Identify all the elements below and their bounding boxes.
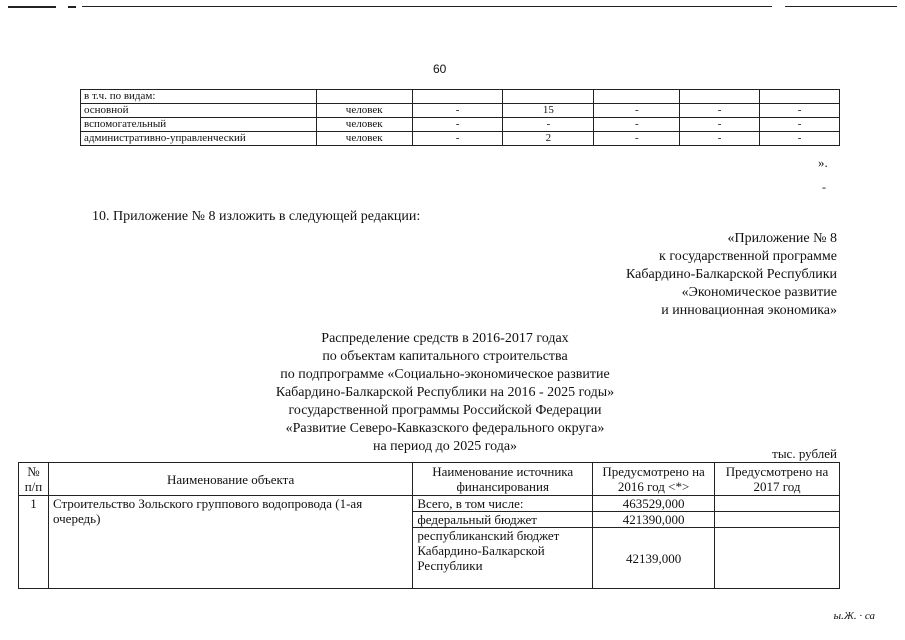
row-value: - [680,118,760,132]
header-2017: Предусмотрено на 2017 год [715,463,840,496]
row-value: - [760,118,840,132]
closing-quote: ». [818,155,828,170]
header-num: № п/п [19,463,49,496]
table-row [81,104,840,118]
row-value: - [680,132,760,146]
top-rule-main [82,6,772,7]
heading-line: «Развитие Северо-Кавказского федерального округа» [285,421,605,436]
row-value: - [503,118,594,132]
row-value: - [412,104,503,118]
row-label: основной [81,104,317,118]
row-unit [316,90,412,104]
cell-source: Всего, в том числе: [413,496,593,512]
heading-line: на период до 2025 года» [372,439,518,454]
heading-line: по объектам капитального строительства [322,349,568,364]
top-rule-left [8,6,56,8]
cell-source: республиканский бюджет Кабардино-Балкарской Республики [413,528,593,589]
row-label: административно-управленческий [81,132,317,146]
document-heading [250,330,640,456]
table-row [81,132,840,146]
annex-header [626,230,837,320]
row-value: - [412,118,503,132]
cell-2016: 42139,000 [593,528,715,589]
header-object: Наименование объекта [48,463,412,496]
heading-line: по подпрограмме «Социально-экономическое развитие [280,367,610,382]
row-unit: человек [316,118,412,132]
cell-2017 [715,528,840,589]
cell-source: федеральный бюджет [413,512,593,528]
row-value: 2 [503,132,594,146]
cell-2016: 421390,000 [593,512,715,528]
table-row [81,90,840,104]
row-label: в т.ч. по видам: [81,90,317,104]
row-value [503,90,594,104]
annex-line: Кабардино-Балкарской Республики [626,267,837,282]
header-source: Наименование источника финансирования [413,463,593,496]
row-value: - [680,104,760,118]
cell-object: Строительство Зольского группового водопровода (1-ая очередь) [48,496,412,589]
heading-line: Кабардино-Балкарской Республики на 2016 - 2025 годы» [275,385,615,400]
page-number: 60 [433,62,447,76]
row-value [760,90,840,104]
units-label: тыс. рублей [772,446,837,461]
row-value: - [594,132,680,146]
table-row [19,496,840,512]
row-value: - [594,104,680,118]
staff-table [80,89,840,146]
heading-line: Распределение средств в 2016-2017 годах [321,331,569,346]
header-2016: Предусмотрено на 2016 год <*> [593,463,715,496]
row-value [412,90,503,104]
annex-line: «Экономическое развитие [681,285,837,300]
table-header-row [19,463,840,496]
row-unit: человек [316,104,412,118]
row-value: - [594,118,680,132]
stray-mark: - [822,180,826,194]
cell-2017 [715,512,840,528]
cell-2017 [715,496,840,512]
annex-line: «Приложение № 8 [727,231,837,246]
handwritten-signature: ы.Ж. · са [833,610,875,622]
cell-2016: 463529,000 [593,496,715,512]
annex-line: и инновационная экономика» [661,303,837,318]
row-unit: человек [316,132,412,146]
cell-num: 1 [19,496,49,589]
annex-line: к государственной программе [659,249,837,264]
row-value: - [412,132,503,146]
amendment-paragraph: 10. Приложение № 8 изложить в следующей редакции: [92,209,421,224]
row-value [680,90,760,104]
top-rule-right [785,6,897,7]
heading-line: государственной программы Российской Федерации [288,403,602,418]
row-label: вспомогательный [81,118,317,132]
row-value: 15 [503,104,594,118]
row-value [594,90,680,104]
funding-table [18,462,840,589]
row-value: - [760,104,840,118]
row-value: - [760,132,840,146]
table-row [81,118,840,132]
top-rule-mark [68,6,76,8]
